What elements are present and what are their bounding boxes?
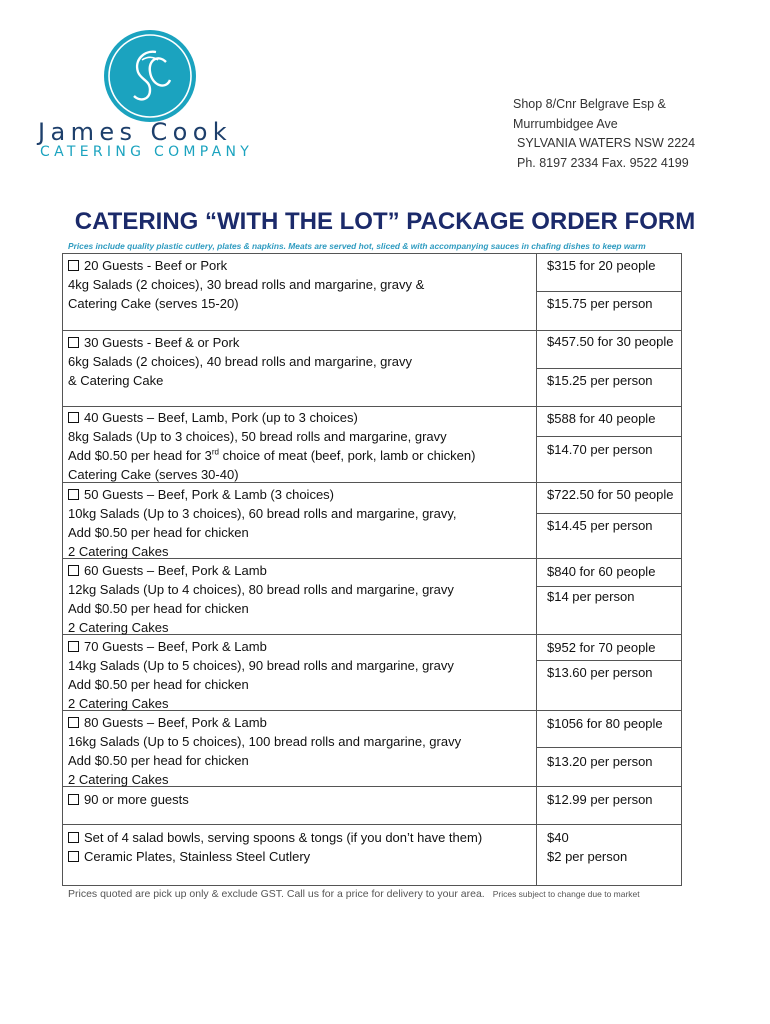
package-60-checkbox[interactable] <box>68 565 79 576</box>
package-90-per-person-price: $12.99 per person <box>547 792 653 807</box>
footer-main-text: Prices quoted are pick up only & exclude GST. Call us for a price for delivery to your area. <box>68 888 485 900</box>
package-30-description: 30 Guests - Beef & or Pork 6kg Salads (2 choices), 40 bread rolls and margarine, gravy & Catering Cake <box>68 335 412 388</box>
extras-description: Set of 4 salad bowls, serving spoons & tongs (if you don’t have them) Ceramic Plates, Stainless Steel Cutlery <box>68 828 482 866</box>
logo-monogram-icon <box>104 30 196 122</box>
address-line: Murrumbidgee Ave <box>513 116 618 131</box>
package-90-description: 90 or more guests <box>68 790 189 809</box>
package-90-checkbox[interactable] <box>68 794 79 805</box>
row-divider <box>62 824 682 825</box>
table-border-top <box>62 253 682 254</box>
address-line: Shop 8/Cnr Belgrave Esp & <box>513 97 666 111</box>
package-80-per-person-price: $13.20 per person <box>547 754 653 769</box>
package-40-description: 40 Guests – Beef, Lamb, Pork (up to 3 choices) 8kg Salads (Up to 3 choices), 50 bread rolls and margarine, gravy Add $0.50 per head for 3rd choice of meat (beef, pork, lamb or chicken) Catering Cake (serves 30-40) <box>68 410 476 482</box>
ceramic-plates-checkbox[interactable] <box>68 851 79 862</box>
price-divider <box>536 368 682 369</box>
logo-subname: CATERING COMPANY <box>40 144 254 160</box>
price-divider <box>536 513 682 514</box>
package-30-checkbox[interactable] <box>68 337 79 348</box>
order-form-table <box>62 253 682 886</box>
row-divider <box>62 406 682 407</box>
package-80-total-price: $1056 for 80 people <box>547 716 663 731</box>
package-80-checkbox[interactable] <box>68 717 79 728</box>
package-50-total-price: $722.50 for 50 people <box>547 487 674 502</box>
package-70-per-person-price: $13.60 per person <box>547 665 653 680</box>
page-title: CATERING “WITH THE LOT” PACKAGE ORDER FORM <box>74 208 696 235</box>
row-divider <box>62 330 682 331</box>
table-border-bottom <box>62 885 682 886</box>
package-70-description: 70 Guests – Beef, Pork & Lamb 14kg Salads (Up to 5 choices), 90 bread rolls and margarine, gravy Add $0.50 per head for chicken 2 Catering Cakes <box>68 639 454 711</box>
price-divider <box>536 436 682 437</box>
package-80-description: 80 Guests – Beef, Pork & Lamb 16kg Salads (Up to 5 choices), 100 bread rolls and margarine, gravy Add $0.50 per head for chicken 2 Catering Cakes <box>68 715 462 787</box>
company-logo <box>38 30 278 170</box>
package-20-checkbox[interactable] <box>68 260 79 271</box>
table-border-left <box>62 253 63 886</box>
table-column-divider <box>536 253 537 886</box>
footer-note <box>68 888 640 900</box>
package-60-description: 60 Guests – Beef, Pork & Lamb 12kg Salads (Up to 4 choices), 80 bread rolls and margarine, gravy Add $0.50 per head for chicken 2 Catering Cakes <box>68 563 454 635</box>
package-50-per-person-price: $14.45 per person <box>547 518 653 533</box>
package-60-total-price: $840 for 60 people <box>547 564 656 579</box>
package-50-checkbox[interactable] <box>68 489 79 500</box>
footer-small-text: Prices subject to change due to market <box>492 889 640 899</box>
price-divider <box>536 747 682 748</box>
table-border-right <box>681 253 682 886</box>
price-divider <box>536 291 682 292</box>
package-40-per-person-price: $14.70 per person <box>547 442 653 457</box>
price-divider <box>536 660 682 661</box>
address-line: SYLVANIA WATERS NSW 2224 <box>517 136 696 150</box>
logo-name: James Cook <box>38 118 233 146</box>
package-20-per-person-price: $15.75 per person <box>547 296 653 311</box>
package-70-total-price: $952 for 70 people <box>547 640 656 655</box>
extras-prices <box>547 828 627 866</box>
ceramic-plates-price: $2 per person <box>547 849 628 864</box>
phone-fax-line: Ph. 8197 2334 Fax. 9522 4199 <box>517 155 689 170</box>
package-30-total-price: $457.50 for 30 people <box>547 334 674 349</box>
package-70-checkbox[interactable] <box>68 641 79 652</box>
package-20-total-price: $315 for 20 people <box>547 258 656 273</box>
salad-bowls-checkbox[interactable] <box>68 832 79 843</box>
package-40-total-price: $588 for 40 people <box>547 411 656 426</box>
page-subtitle: Prices include quality plastic cutlery, plates & napkins. Meats are served hot, sliced & with accompanying sauces in chafing dishes to keep warm <box>68 241 646 251</box>
package-60-per-person-price: $14 per person <box>547 589 635 604</box>
package-20-description: 20 Guests - Beef or Pork 4kg Salads (2 choices), 30 bread rolls and margarine, gravy & Catering Cake (serves 15-20) <box>68 258 425 311</box>
salad-bowls-price: $40 <box>547 830 569 845</box>
package-40-checkbox[interactable] <box>68 412 79 423</box>
package-30-per-person-price: $15.25 per person <box>547 373 653 388</box>
address-block <box>513 95 695 173</box>
logo-circle <box>104 30 196 122</box>
package-50-description: 50 Guests – Beef, Pork & Lamb (3 choices) 10kg Salads (Up to 3 choices), 60 bread rolls and margarine, gravy, Add $0.50 per head for chicken 2 Catering Cakes <box>68 487 457 559</box>
